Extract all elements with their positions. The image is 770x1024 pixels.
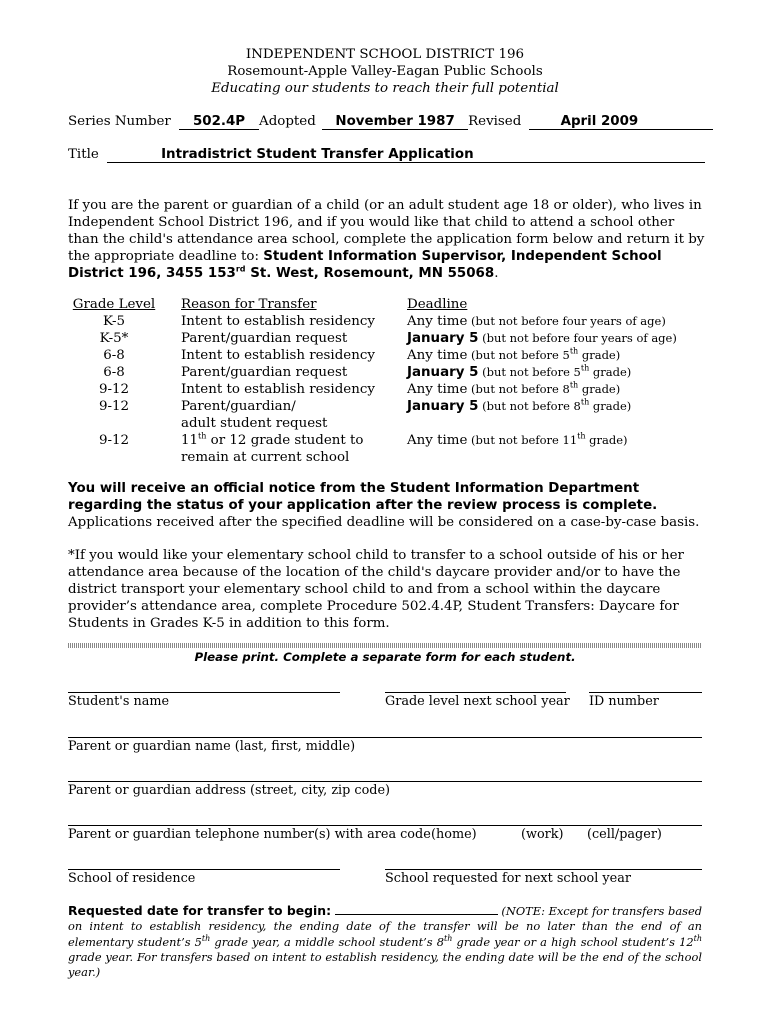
row-grade: 6-8 bbox=[103, 348, 125, 363]
deadline-sup: th bbox=[569, 380, 579, 390]
title-label: Title bbox=[68, 147, 99, 162]
deadline-note: (but not before 5 bbox=[467, 348, 570, 362]
title-row bbox=[68, 147, 705, 163]
deadline-note: (but not before 5 bbox=[478, 365, 581, 379]
form-title bbox=[107, 147, 705, 163]
requested-date-line[interactable] bbox=[335, 903, 498, 915]
row-reason: Parent/guardian/ bbox=[181, 399, 296, 414]
phone-home-label: (home) bbox=[431, 827, 477, 842]
note-sup-1: th bbox=[201, 933, 211, 943]
student-name-line[interactable] bbox=[68, 692, 340, 693]
deadline-note: (but not before four years of age) bbox=[467, 314, 666, 328]
school-requested-line[interactable] bbox=[385, 869, 702, 870]
parent-name-label: Parent or guardian name (last, first, middle) bbox=[68, 739, 356, 754]
deadline-end: grade) bbox=[589, 399, 632, 413]
note-d: grade year. For transfers based on intent to establish residency, the ending date will be the end of the school year.) bbox=[68, 949, 702, 980]
note-c: grade year or a high school student’s 12 bbox=[452, 934, 694, 949]
parent-address-line[interactable] bbox=[68, 781, 702, 782]
requested-date-label: Requested date for transfer to begin: bbox=[68, 903, 332, 918]
deadline-main: Any time bbox=[407, 433, 468, 448]
intro-text: If you are the parent or guardian of a child (or an adult student age 18 or older), who lives in Independent School District 196, and if you would like that child to attend a school other than the child's attendance area school, complete the application form below and return it by the appropriate deadline to: bbox=[68, 198, 705, 264]
intro-address-a: Student Information Supervisor, Independent School District 196, 3455 153 bbox=[68, 249, 662, 281]
row-deadline bbox=[407, 347, 620, 364]
deadline-end: grade) bbox=[578, 348, 621, 362]
row-grade: 9-12 bbox=[98, 399, 130, 414]
note-sup-3: th bbox=[693, 933, 702, 943]
adopted-label: Adopted bbox=[259, 114, 316, 129]
row-deadline bbox=[407, 330, 677, 347]
row-reason: Intent to establish residency bbox=[181, 314, 375, 329]
row-reason-continued: adult student request bbox=[181, 416, 328, 431]
row-reason: Parent/guardian request bbox=[181, 331, 348, 346]
row-grade: K-5* bbox=[99, 331, 129, 346]
row-grade: 9-12 bbox=[98, 433, 130, 448]
deadline-note: (but not before 11 bbox=[467, 433, 578, 447]
phone-work-label: (work) bbox=[521, 827, 564, 842]
notice-paragraph bbox=[68, 480, 708, 531]
parent-address-label: Parent or guardian address (street, city, zip code) bbox=[68, 783, 391, 798]
notice-bold: You will receive an official notice from the Student Information Department regarding the status of your application after the review process is complete. bbox=[68, 481, 658, 513]
series-number: 502.4P bbox=[179, 114, 259, 130]
notice-normal: Applications received after the specified deadline will be considered on a case-by-case basis. bbox=[68, 515, 700, 530]
row-grade: 9-12 bbox=[98, 382, 130, 397]
reason-sup: th bbox=[198, 431, 207, 441]
requested-date-note bbox=[68, 903, 702, 980]
row-reason-continued: remain at current school bbox=[181, 450, 350, 465]
row-reason: Intent to establish residency bbox=[181, 348, 375, 363]
school-requested-label: School requested for next school year bbox=[385, 871, 631, 886]
intro-address-b: St. West, Rosemount, MN 55068 bbox=[245, 266, 495, 281]
revised-label: Revised bbox=[468, 114, 522, 129]
note-sup-2: th bbox=[444, 933, 453, 943]
deadline-main: January 5 bbox=[407, 331, 479, 346]
deadline-main: Any time bbox=[407, 382, 468, 397]
grade-next-year-label: Grade level next school year bbox=[385, 694, 570, 709]
reason-b: or 12 grade student to bbox=[206, 433, 364, 448]
adopted-date: November 1987 bbox=[322, 114, 468, 130]
row-grade: 6-8 bbox=[103, 365, 125, 380]
section-divider bbox=[68, 643, 702, 648]
header-reason: Reason for Transfer bbox=[181, 297, 317, 312]
note-a: (NOTE: Except for transfers based on intent to establish residency, the ending date of the transfer will be no later than the end of an elementary student’s 5 bbox=[68, 904, 703, 949]
row-grade: K-5 bbox=[102, 314, 126, 329]
reason-a: 11 bbox=[181, 433, 199, 448]
parent-phone-line[interactable] bbox=[68, 825, 702, 826]
district-motto: Educating our students to reach their full potential bbox=[211, 81, 559, 96]
header-deadline: Deadline bbox=[407, 297, 468, 312]
note-b: grade year, a middle school student’s 8 bbox=[210, 934, 445, 949]
deadline-main: Any time bbox=[407, 314, 468, 329]
row-deadline bbox=[407, 432, 628, 449]
school-residence-line[interactable] bbox=[68, 869, 340, 870]
intro-address-sup: rd bbox=[235, 264, 246, 274]
deadline-main: January 5 bbox=[407, 399, 479, 414]
parent-phone-label: Parent or guardian telephone number(s) with area code bbox=[68, 827, 431, 842]
row-reason: Intent to establish residency bbox=[181, 382, 375, 397]
row-deadline bbox=[407, 364, 631, 381]
deadline-sup: th bbox=[580, 363, 590, 373]
deadline-note: (but not before 8 bbox=[467, 382, 570, 396]
row-reason: Parent/guardian request bbox=[181, 365, 348, 380]
revised-date bbox=[529, 114, 713, 130]
series-row bbox=[68, 114, 713, 130]
revised-date-value: April 2009 bbox=[560, 114, 639, 129]
deadline-sup: th bbox=[577, 431, 586, 441]
form-instruction: Please print. Complete a separate form for each student. bbox=[194, 650, 576, 664]
schools-name: Rosemount-Apple Valley-Eagan Public Schools bbox=[227, 64, 543, 79]
row-reason bbox=[181, 432, 363, 449]
grade-next-year-line[interactable] bbox=[385, 692, 566, 693]
deadline-end: grade) bbox=[578, 382, 621, 396]
deadline-note: (but not before 8 bbox=[478, 399, 581, 413]
student-name-label: Student's name bbox=[68, 694, 170, 709]
header-grade-level: Grade Level bbox=[72, 297, 156, 312]
deadline-note: (but not before four years of age) bbox=[478, 331, 677, 345]
phone-cell-label: (cell/pager) bbox=[587, 827, 662, 842]
row-deadline bbox=[407, 398, 631, 415]
id-number-line[interactable] bbox=[589, 692, 702, 693]
parent-name-line[interactable] bbox=[68, 737, 702, 738]
school-residence-label: School of residence bbox=[68, 871, 196, 886]
deadline-sup: th bbox=[580, 397, 590, 407]
deadline-end: grade) bbox=[589, 365, 632, 379]
district-name: INDEPENDENT SCHOOL DISTRICT 196 bbox=[245, 47, 525, 62]
deadline-main: January 5 bbox=[407, 365, 479, 380]
series-label: Series Number bbox=[68, 114, 171, 129]
deadline-main: Any time bbox=[407, 348, 468, 363]
intro-paragraph bbox=[68, 197, 708, 282]
daycare-paragraph: *If you would like your elementary school child to transfer to a school outside of his or her attendance area because of the location of the child's daycare provider and/or to have the district transport your elementary school child to and from a school within the daycare provider’s attendance area, complete Procedure 502.4.4P, Student Transfers: Daycare for Students in Grades K-5 in addition to this form. bbox=[68, 548, 684, 631]
row-deadline bbox=[407, 381, 620, 398]
intro-address-end: . bbox=[494, 266, 499, 281]
deadline-end: grade) bbox=[585, 433, 628, 447]
deadline-sup: th bbox=[569, 346, 579, 356]
id-number-label: ID number bbox=[589, 694, 659, 709]
form-title-value: Intradistrict Student Transfer Application bbox=[161, 147, 474, 162]
row-deadline bbox=[407, 313, 666, 330]
